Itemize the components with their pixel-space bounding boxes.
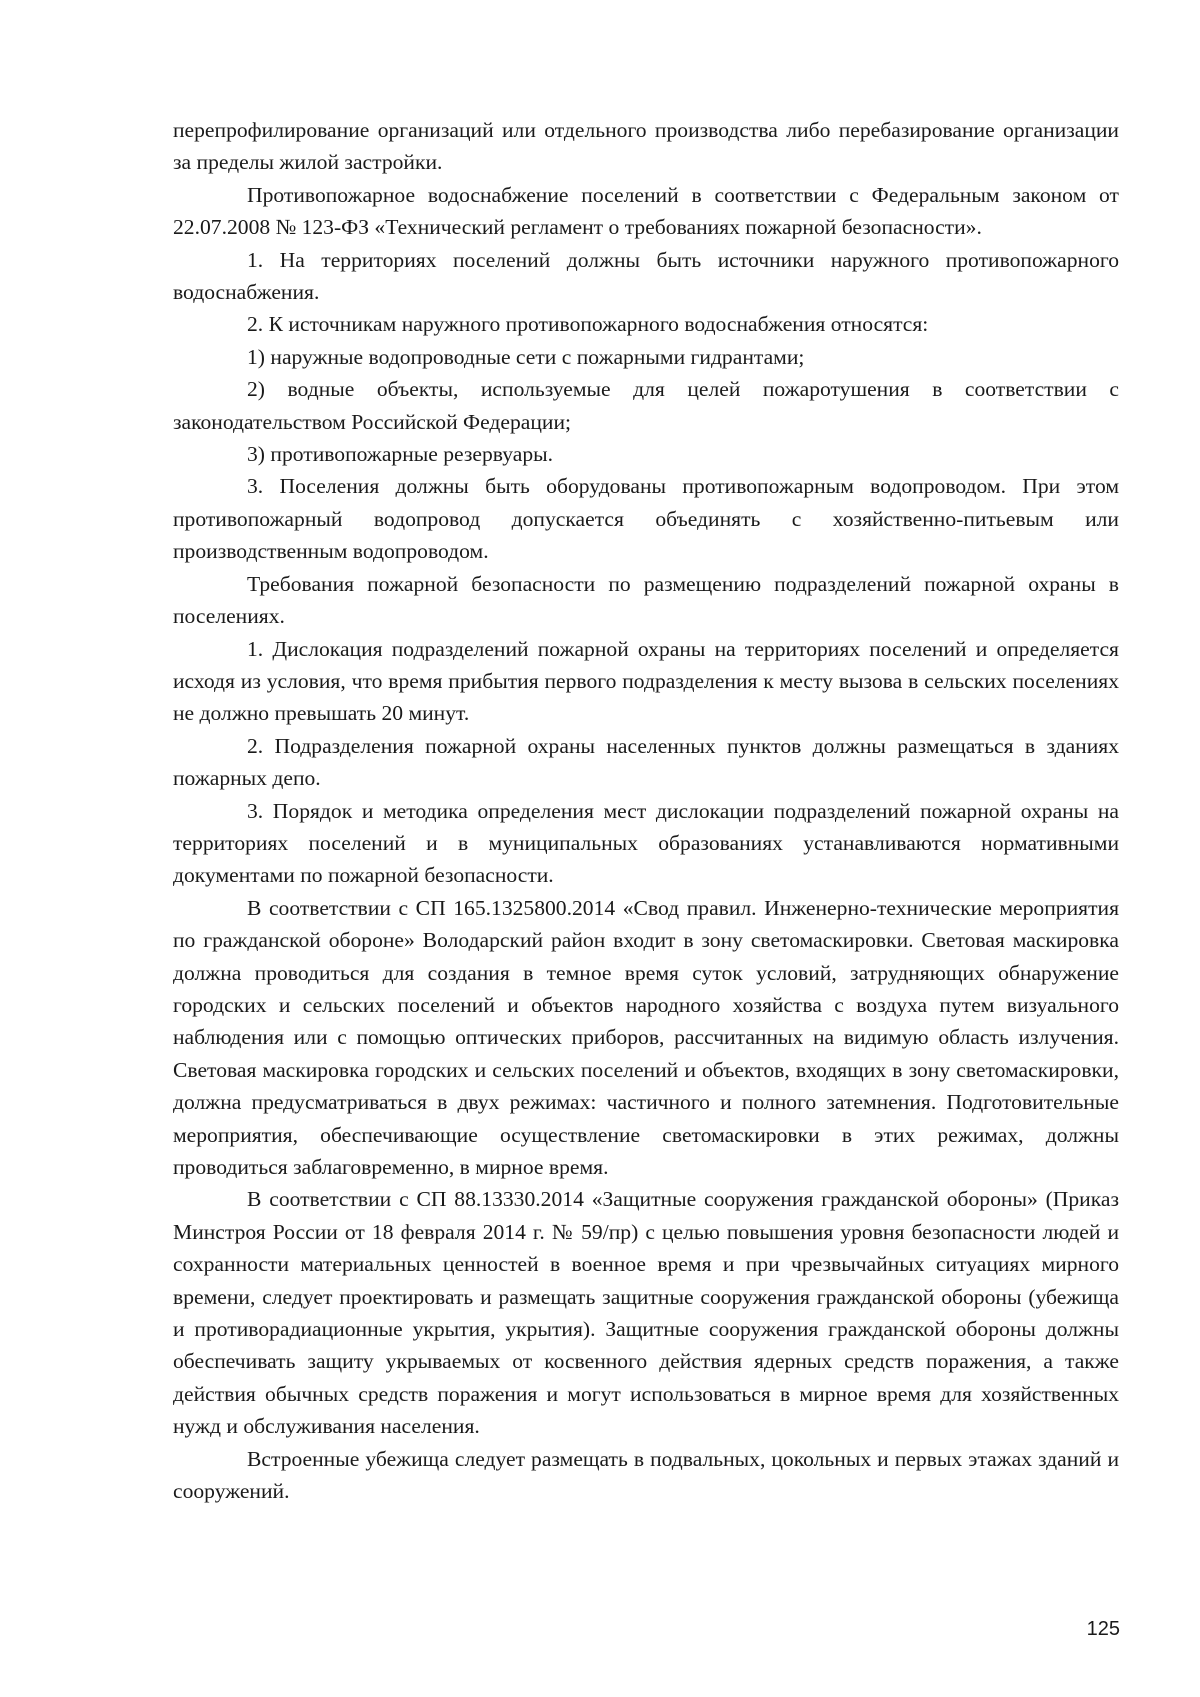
paragraph: 2) водные объекты, используемые для целей пожаротушения в соответствии с законодательством Российской Федерации; bbox=[173, 377, 1119, 434]
paragraph: В соответствии с СП 88.13330.2014 «Защитные сооружения гражданской обороны» (Приказ Минстроя России от 18 февраля 2014 г. № 59/пр) с целью повышения уровня безопасности людей и сохранности материальных ценностей в военное время и при чрезвычайных ситуациях мирного времени, следует проектировать и размещать защитные сооружения гражданской обороны (убежища и противорадиационные укрытия, укрытия). Защитные сооружения гражданской обороны должны обеспечивать защиту укрываемых от косвенного действия ядерных средств поражения, а также действия обычных средств поражения и могут использоваться в мирное время для хозяйственных нужд и обслуживания населения. bbox=[173, 1187, 1119, 1439]
document-body bbox=[173, 114, 1119, 1507]
paragraph: 3. Поселения должны быть оборудованы противопожарным водопроводом. При этом противопожарный водопровод допускается объединять с хозяйственно-питьевым или производственным водопроводом. bbox=[173, 474, 1119, 564]
paragraph: 2. К источникам наружного противопожарного водоснабжения относятся: bbox=[247, 312, 929, 337]
paragraph: 3. Порядок и методика определения мест дислокации подразделений пожарной охраны на территориях поселений и в муниципальных образованиях устанавливаются нормативными документами по пожарной безопасности. bbox=[173, 798, 1119, 888]
paragraph: В соответствии с СП 165.1325800.2014 «Свод правил. Инженерно-технические мероприятия по гражданской обороне» Володарский район входит в зону светомаскировки. Световая маскировка должна проводиться для создания в темное время суток условий, затрудняющих обнаружение городских и сельских поселений и объектов народного хозяйства с воздуха путем визуального наблюдения или с помощью оптических приборов, рассчитанных на видимую область излучения. Световая маскировка городских и сельских поселений и объектов, входящих в зону светомаскировки, должна предусматриваться в двух режимах: частичного и полного затемнения. Подготовительные мероприятия, обеспечивающие осуществление светомаскировки в этих режимах, должны проводиться заблаговременно, в мирное время. bbox=[173, 895, 1119, 1179]
paragraph: 1) наружные водопроводные сети с пожарными гидрантами; bbox=[247, 344, 805, 369]
paragraph: 3) противопожарные резервуары. bbox=[247, 442, 554, 467]
page-number: 125 bbox=[1086, 1618, 1120, 1640]
paragraph: Противопожарное водоснабжение поселений в соответствии с Федеральным законом от 22.07.2008 № 123-ФЗ «Технический регламент о требованиях пожарной безопасности». bbox=[173, 182, 1119, 240]
paragraph: 2. Подразделения пожарной охраны населенных пунктов должны размещаться в зданиях пожарных депо. bbox=[173, 733, 1119, 791]
paragraph: 1. На территориях поселений должны быть источники наружного противопожарного водоснабжения. bbox=[173, 247, 1119, 305]
paragraph: 1. Дислокация подразделений пожарной охраны на территориях поселений и определяется исходя из условия, что время прибытия первого подразделения к месту вызова в сельских поселениях не должно превышать 20 минут. bbox=[173, 636, 1119, 726]
paragraph: перепрофилирование организаций или отдельного производства либо перебазирование организации за пределы жилой застройки. bbox=[173, 118, 1119, 175]
paragraph: Встроенные убежища следует размещать в подвальных, цокольных и первых этажах зданий и сооружений. bbox=[173, 1446, 1119, 1504]
paragraph: Требования пожарной безопасности по размещению подразделений пожарной охраны в поселениях. bbox=[173, 571, 1119, 629]
